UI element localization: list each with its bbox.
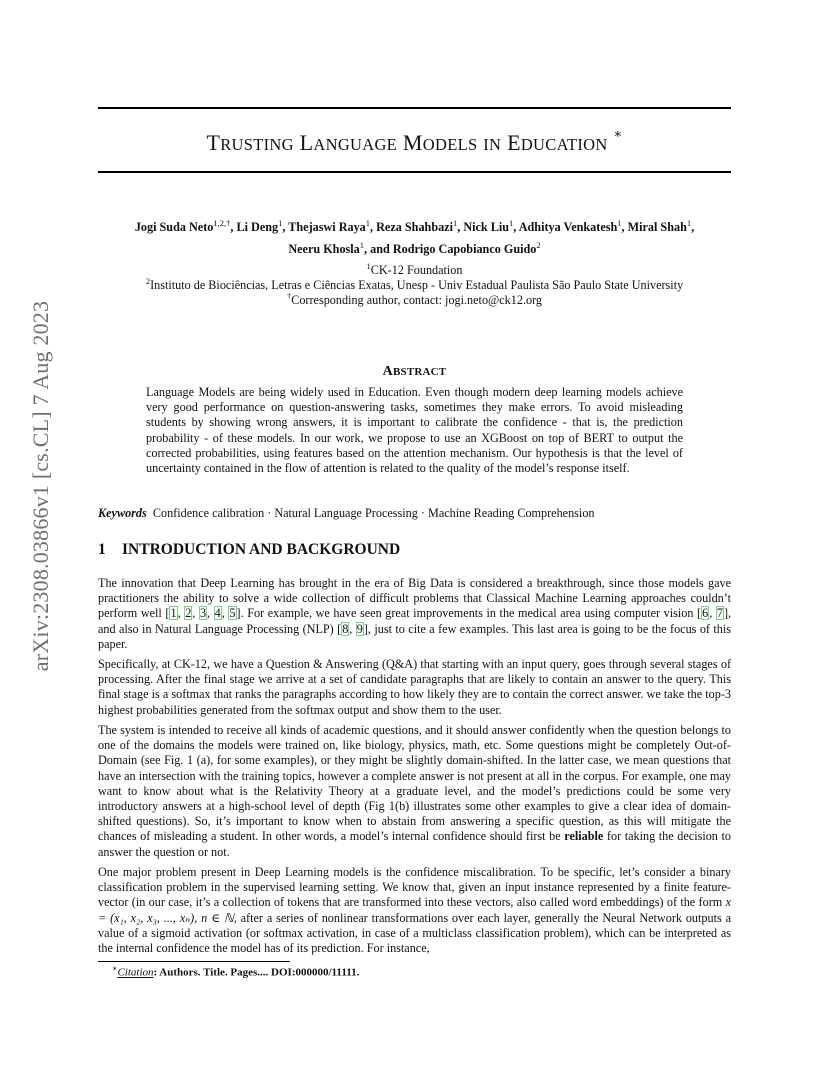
keywords (98, 506, 731, 521)
title-bottom-rule (98, 171, 731, 173)
author-affil-mark: 1 (686, 218, 692, 228)
author-affil-mark: 1 (359, 240, 365, 251)
abstract-text: Language Models are being widely used in Education. Even though modern deep learning models achieve very good performance on question-answering tasks, sometimes they make errors. To avoid misleading students by showing wrong answers, it is important to calibrate the confidence - that is, the prediction probability - of these models. In our work, we propose to use an XGBoost on top of BERT to output the corrected probabilities, using features based on the attention mechanism. Our hypothesis is that the level of uncertainty contained in the flow of attention is related to the quality of the model’s response itself. (146, 385, 683, 476)
author-separator: , (370, 220, 377, 235)
citation-link[interactable]: 7 (716, 606, 723, 621)
inline-math: x = (x₁, x₂, x₃, ..., xₙ), n ∈ ℕ (98, 895, 731, 925)
intro-paragraph-4 (98, 865, 731, 956)
affiliation-mark: † (286, 291, 292, 301)
title-word-1-initial: T (206, 130, 221, 155)
keywords-list: Confidence calibration · Natural Language Processing · Machine Reading Comprehension (152, 506, 595, 520)
affiliation-mark: 2 (145, 276, 151, 286)
title-word-2-rest: ANGUAGE (313, 135, 398, 154)
title-word-3-rest: ODELS (422, 135, 478, 154)
title-top-rule (98, 107, 731, 109)
citation-link[interactable]: 6 (702, 606, 709, 621)
footnote-rule (98, 961, 290, 962)
abstract-heading (98, 364, 731, 380)
paragraph-text: ], just to cite a few examples. This last area is going to be the focus of this paper. (98, 621, 731, 651)
keywords-label: Keywords (98, 506, 147, 520)
author-separator: , (621, 220, 628, 235)
affiliation-text: Corresponding author, contact: jogi.neto@ck12.org (291, 293, 543, 308)
footnote-mark: ∗ (112, 964, 118, 973)
title-word-3-initial: M (402, 130, 423, 155)
paragraph-text: The system is intended to receive all kinds of academic questions, and it should answer confidently when the question belongs to one of the domains the models were trained on, like biology, physics, math, etc. Some questions might be completely Out-of-Domain (see Fig. 1 (a), for some examples), or they might be slightly domain-shifted. In the latter case, we mean questions that have an intersection with the training topics, however a complete answer is not present at all in the corpus. For example, one may want to know about what is the Relativity Theory at a graduate level, and the model’s predictions could be some very introductory answers at a high-school level of depth (Fig 1(b) illustrates some other examples to give a clear idea of domain-shifted questions). So, it’s important to know when to abstain from answering a specific question, as this will mitigate the chances of misleading a student. In other words, a model’s internal confidence should first be (98, 723, 731, 844)
section-title: INTRODUCTION AND BACKGROUND (122, 541, 401, 558)
paragraph-text: for taking the decision to answer the question or not. (98, 829, 731, 859)
paragraph-text: One major problem present in Deep Learning models is the confidence miscalibration. To be specific, let’s consider a binary classification problem in the supervised learning setting. We know that, given an input instance represented by a finite feature-vector (in our case, it’s a collection of tokens that are transformed into these vectors, also called word embeddings) of the form (98, 865, 731, 910)
author: Miral Shah (627, 220, 687, 235)
abstract-heading-rest: BSTRACT (392, 366, 447, 378)
abstract-heading-initial: A (382, 364, 393, 379)
affiliation-mark: 1 (366, 261, 371, 271)
author: Thejaswi Raya (288, 220, 366, 235)
paper-title (98, 126, 731, 156)
title-word-4: IN (483, 135, 502, 154)
title-footnote-mark: ∗ (613, 126, 623, 141)
citation-link[interactable]: 4 (214, 606, 221, 621)
author: Li Deng (236, 220, 279, 235)
author-affil-mark: 1 (452, 218, 458, 228)
citation-link[interactable]: 5 (229, 606, 236, 621)
author-affil-mark: 1 (278, 218, 283, 228)
citation-link[interactable]: 9 (356, 621, 363, 636)
citation-link[interactable]: 2 (185, 606, 192, 621)
paragraph-text: The innovation that Deep Learning has brought in the era of Big Data is considered a breakthrough, since those models gave practitioners the ability to solve a wide collection of difficult problems that Classical Machine Learning approaches couldn’t perform well [ (98, 576, 731, 621)
title-word-2-initial: L (299, 130, 314, 155)
author-separator: , (230, 220, 237, 235)
author-separator: , (691, 220, 695, 235)
citation-link[interactable]: 1 (170, 606, 177, 621)
intro-paragraph-1: The innovation that Deep Learning has brought in the era of Big Data is considered a breakthrough, since those models gave practitioners the ability to solve a wide collection of difficult problems that Classical Machine Learning approaches couldn’t perform well [1, 2, 3, 4, 5]. For example, we have seen great improvements in the medical area using computer vision [6, 7], and also in Natural Language Processing (NLP) [8, 9], just to cite a few examples. This last area is going to be the focus of this paper. (98, 576, 732, 651)
author-affil-mark: 1 (365, 218, 371, 228)
author-list (98, 214, 731, 258)
citation-link[interactable]: 8 (342, 621, 349, 636)
paragraph-text: ], and also in Natural Language Processing (NLP) [ (98, 606, 732, 636)
title-word-5-rest: DUCATION (520, 135, 608, 154)
author: Jogi Suda Neto (134, 220, 214, 235)
author: Rodrigo Capobianco Guido (392, 242, 537, 257)
emphasis-reliable: reliable (564, 829, 604, 844)
citation-link[interactable]: 3 (199, 606, 207, 621)
intro-paragraph-3 (98, 723, 731, 860)
arxiv-sidebar-stamp: arXiv:2308.03866v1 [cs.CL] 7 Aug 2023 (28, 300, 53, 672)
title-word-5-initial: E (507, 130, 521, 155)
title-word-1-rest: RUSTING (220, 135, 294, 154)
author-separator: , and (364, 242, 393, 257)
section-heading (98, 541, 731, 559)
footnote-text: : Authors. Title. Pages.... DOI:000000/11111. (153, 966, 360, 979)
author: Reza Shahbazi (376, 220, 453, 235)
paragraph-text: , after a series of nonlinear transformations over each layer, generally the Neural Network outputs a value of a sigmoid activation (or softmax activation, in case of a multiclass classification problem), which can be interpreted as the internal confidence the model has of its prediction. For instance, (98, 910, 731, 956)
author: Nick Liu (463, 220, 510, 235)
author-separator: , (457, 220, 464, 235)
footnote (98, 964, 745, 979)
author-affil-mark: 1 (617, 218, 622, 228)
author-separator: , (282, 220, 289, 235)
affiliation-text: Instituto de Biociências, Letras e Ciências Exatas, Unesp - Univ Estadual Paulista São Paulo State University (150, 278, 684, 293)
author-affil-mark: 2 (536, 240, 541, 251)
affiliation-text: CK-12 Foundation (370, 263, 463, 278)
intro-paragraph-2: Specifically, at CK-12, we have a Question & Answering (Q&A) that starting with an input query, goes through several stages of processing. After the final stage we arrive at a set of candidate paragraphs that are likely to contain an answer to the query. This final stage is a softmax that ranks the paragraphs according to how likely they are to contain the correct answer. we take the top-3 highest probabilities generated from the softmax output and show them to the user. (98, 657, 731, 717)
section-number: 1 (98, 541, 106, 558)
author: Adhitya Venkatesh (518, 220, 618, 235)
author-separator: , (513, 220, 519, 235)
author: Neeru Khosla (288, 242, 360, 257)
footnote-label: Citation (117, 966, 154, 979)
author-affil-mark: 1 (509, 218, 514, 228)
author-affil-mark: 1,2,† (213, 218, 231, 228)
paragraph-text: ]. For example, we have seen great improvements in the medical area using computer vision [ (236, 606, 702, 621)
corresponding-author (98, 291, 731, 308)
